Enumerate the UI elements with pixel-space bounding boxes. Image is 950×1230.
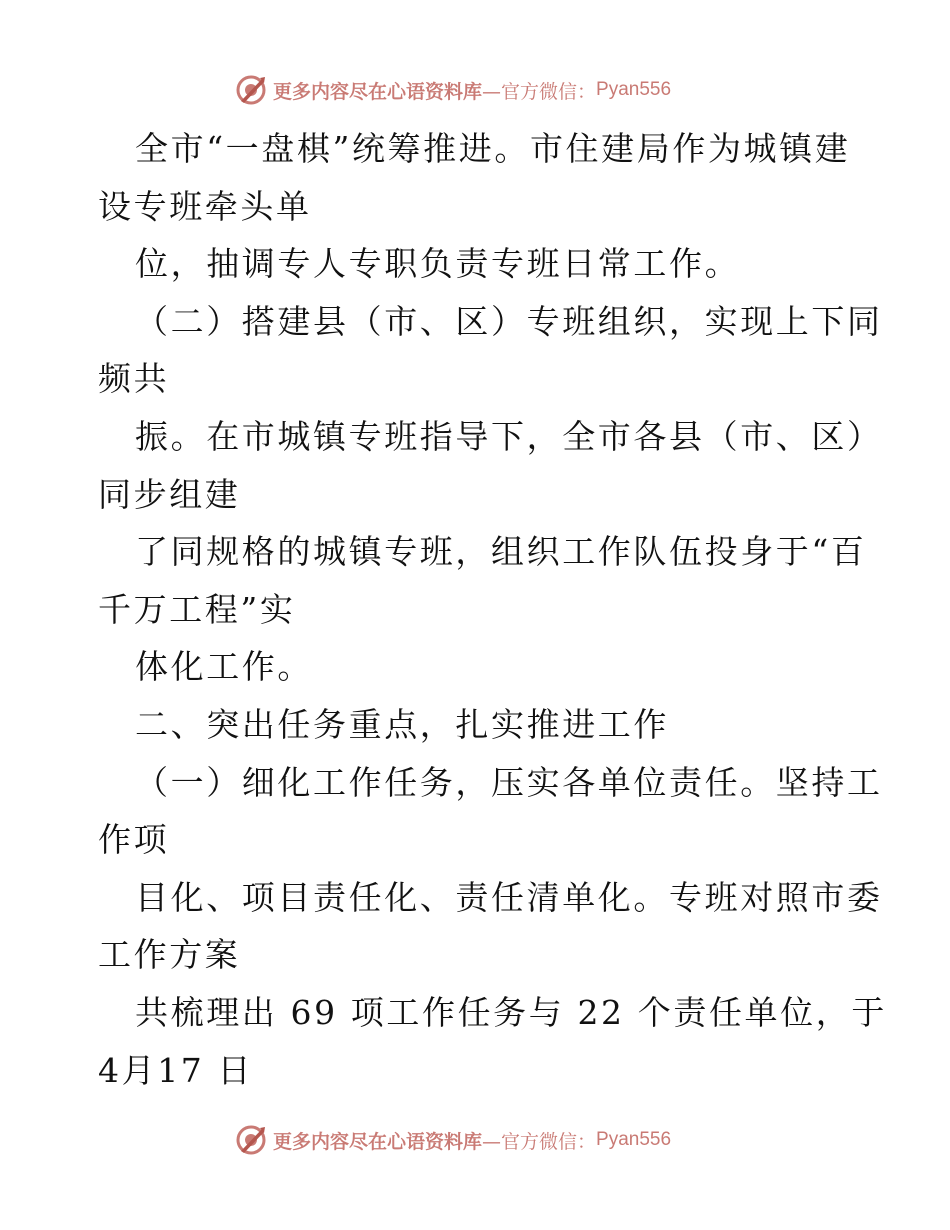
body-line: 了同规格的城镇专班，组织工作队伍投身于“百 [135,532,867,572]
body-line: 振。在市城镇专班指导下，全市各县（市、区） [135,416,883,456]
body-line: 目化、项目责任化、责任清单化。专班对照市委 [135,877,883,917]
watermark-title: 更多内容尽在心语资料库 [273,1130,483,1153]
watermark-official: —官方微信： [482,1130,597,1153]
quill-logo-icon [235,1124,267,1156]
body-line: 频共 [98,359,170,399]
quill-logo-icon [235,74,267,106]
document-body [98,120,887,1099]
body-line: 位，抽调专人专职负责专班日常工作。 [135,244,741,284]
body-line: 作项 [98,820,170,860]
body-line: 体化工作。 [135,647,313,687]
watermark-title: 更多内容尽在心语资料库 [273,80,483,103]
body-line: 工作方案 [98,935,241,975]
body-line: 千万工程”实 [98,589,296,629]
body-line: 4月17 日 [98,1050,254,1090]
body-line: 同步组建 [98,474,241,514]
header-watermark [235,73,671,107]
body-line: （二）搭建县（市、区）专班组织，实现上下同 [135,301,883,341]
body-line: 设专班牵头单 [98,186,312,226]
watermark-official: —官方微信： [482,80,597,103]
watermark-id: Pyan556 [596,79,672,100]
body-line: 全市“一盘棋”统筹推进。市住建局作为城镇建 [135,129,851,168]
watermark-id: Pyan556 [596,1129,672,1150]
section-heading: 二、突出任务重点，扎实推进工作 [135,704,669,744]
body-line: （一）细化工作任务，压实各单位责任。坚持工 [135,762,883,802]
body-line: 共梳理出 69 项工作任务与 22 个责任单位，于 [135,992,887,1032]
footer-watermark [235,1123,671,1157]
